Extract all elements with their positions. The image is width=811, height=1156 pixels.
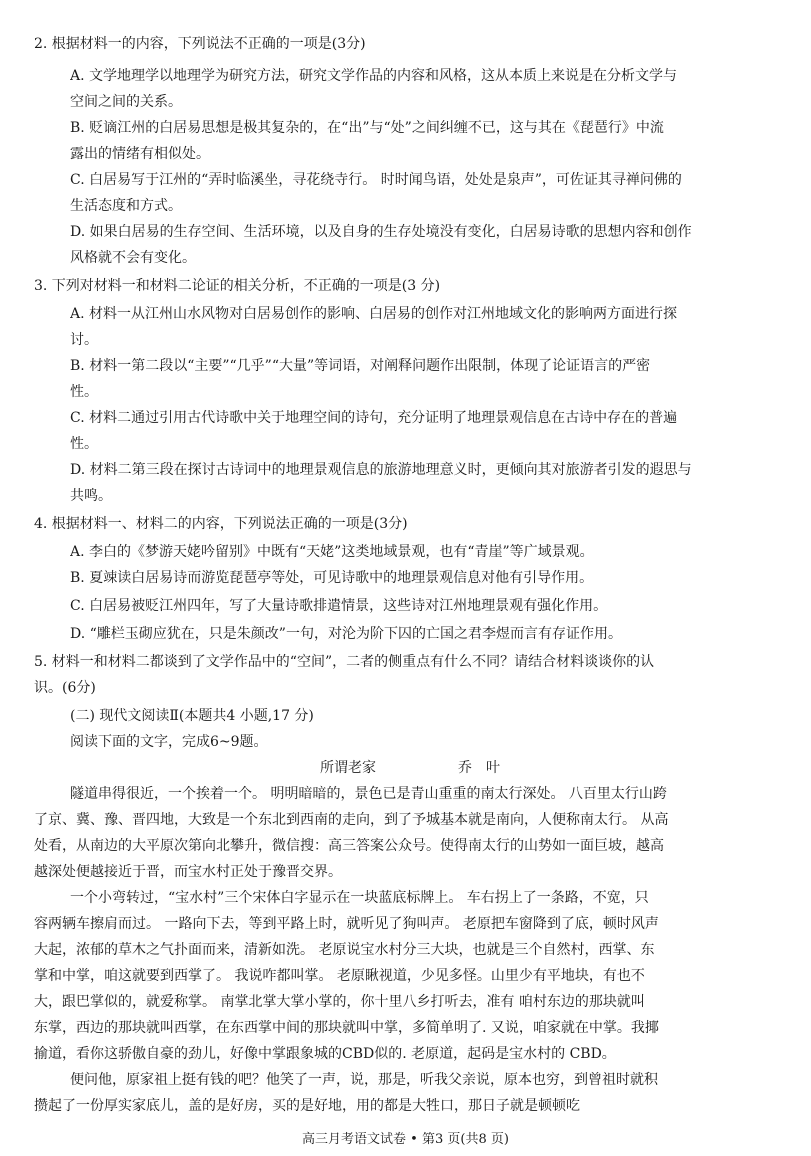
section-heading: (二) 现代文阅读Ⅱ(本题共4 小题,17 分) <box>70 708 314 724</box>
q2-option-b-cont: 露出的情绪有相似处。 <box>70 146 210 162</box>
passage-line: 大，跟巴掌似的，就爱称掌。 南掌北掌大掌小掌的，你十里八乡打听去，准有 咱村东边的那块就叫 <box>34 994 645 1010</box>
q4-option-a: A. 李白的《梦游天姥吟留别》中既有“天姥”这类地域景观，也有“青崖”等广域景观。 <box>70 544 594 560</box>
q5-stem-cont: 识。(6分) <box>34 680 96 696</box>
q3-option-d-cont: 共鸣。 <box>70 488 112 504</box>
passage-line: 大起，浓郁的草木之气扑面而来，清新如洗。 老原说宝水村分三大块，也就是三个自然村，西掌、东 <box>34 942 655 958</box>
q3-option-b-cont: 性。 <box>70 384 98 400</box>
q2-option-c: C. 白居易写于江州的“弄时临溪坐，寻花绕寺行。 时时闻鸟语，处处是泉声”，可佐证其寻禅问佛的 <box>70 172 682 188</box>
q2-option-d-cont: 风格就不会有变化。 <box>70 250 196 266</box>
page-footer: 高三月考语文试卷 • 第3 页(共8 页) <box>302 1132 509 1147</box>
q4-option-d: D. “雕栏玉砌应犹在，只是朱颜改”一句，对沦为阶下囚的亡国之君李煜而言有存证作用。 <box>70 626 622 642</box>
passage-line: 便问他，原家祖上挺有钱的吧？他笑了一声，说，那是，听我父亲说，原本也穷，到曾祖时就积 <box>70 1072 658 1088</box>
q3-option-a-cont: 讨。 <box>70 332 98 348</box>
q2-option-a-cont: 空间之间的关系。 <box>70 94 182 110</box>
q5-stem: 5. 材料一和材料二都谈到了文学作品中的“空间”，二者的侧重点有什么不同？请结合材料谈谈你的认 <box>34 654 655 670</box>
passage-line: 了京、冀、豫、晋四地，大致是一个东北到西南的走向，到了予城基本就是南向，人便称南太行。 从高 <box>34 812 669 828</box>
passage-line: 攒起了一份厚实家底儿，盖的是好房，买的是好地，用的都是大牲口，那日子就是顿顿吃 <box>34 1098 580 1114</box>
q4-option-b: B. 夏竦读白居易诗而游览琵琶亭等处，可见诗歌中的地理景观信息对他有引导作用。 <box>70 570 594 586</box>
passage-line: 掌和中掌，咱这就要到西掌了。 我说咋都叫掌。 老原瞅视道，少见多怪。山里少有平地块，有也不 <box>34 968 645 984</box>
passage-author: 乔 叶 <box>458 760 500 776</box>
q2-option-a: A. 文学地理学以地理学为研究方法，研究文学作品的内容和风格，这从本质上来说是在分析文学与 <box>70 68 678 84</box>
q2-option-c-cont: 生活态度和方式。 <box>70 198 182 214</box>
q2-stem: 2. 根据材料一的内容，下列说法不正确的一项是(3分) <box>34 36 366 52</box>
passage-line: 处看，从南边的大平原次第向北攀升，微信搜：高三答案公众号。使得南太行的山势如一面巨坡，越高 <box>34 838 664 854</box>
section-instruction: 阅读下面的文字，完成6~9题。 <box>70 734 268 750</box>
passage-line: 越深处便越接近于晋，而宝水村正处于豫晋交界。 <box>34 864 342 880</box>
q3-option-d: D. 材料二第三段在探讨古诗词中的地理景观信息的旅游地理意义时，更倾向其对旅游者引发的遐思与 <box>70 462 692 478</box>
q4-option-c: C. 白居易被贬江州四年，写了大量诗歌排遣情景，这些诗对江州地理景观有强化作用。 <box>70 598 608 614</box>
q3-stem: 3. 下列对材料一和材料二论证的相关分析，不正确的一项是(3 分) <box>34 278 441 294</box>
q3-option-b: B. 材料一第二段以“主要”“几乎”“大量”等词语，对阐释问题作出限制，体现了论证语言的严密 <box>70 358 651 374</box>
passage-title: 所谓老家 <box>320 760 376 776</box>
q4-stem: 4. 根据材料一、材料二的内容，下列说法正确的一项是(3分) <box>34 516 408 532</box>
q3-option-a: A. 材料一从江州山水风物对白居易创作的影响、白居易的创作对江州地域文化的影响两方面进行探 <box>70 306 678 322</box>
q3-option-c: C. 材料二通过引用古代诗歌中关于地理空间的诗句，充分证明了地理景观信息在古诗中存在的普遍 <box>70 410 678 426</box>
passage-line: 一个小弯转过，“宝水村”三个宋体白字显示在一块蓝底标牌上。 车右拐上了一条路，不宽，只 <box>70 890 649 906</box>
passage-line: 容两辆车擦肩而过。 一路向下去，等到平路上时，就听见了狗叫声。 老原把车窗降到了底，顿时风声 <box>34 916 659 932</box>
passage-line: 东掌，西边的那块就叫西掌，在东西掌中间的那块就叫中掌，多简单明了. 又说，咱家就在中掌。我揶 <box>34 1020 659 1036</box>
passage-line: 隧道串得很近，一个挨着一个。 明明暗暗的，景色已是青山重重的南太行深处。 八百里太行山跨 <box>70 786 667 802</box>
q2-option-b: B. 贬谪江州的白居易思想是极其复杂的，在“出”与“处”之间纠缠不已，这与其在《琵琶行》中流 <box>70 120 664 136</box>
passage-line: 揄道，看你这骄傲自豪的劲儿，好像中掌跟象城的CBD似的. 老原道，起码是宝水村的 CBD。 <box>34 1046 616 1062</box>
q2-option-d: D. 如果白居易的生存空间、生活环境，以及自身的生存处境没有变化，白居易诗歌的思想内容和创作 <box>70 224 692 240</box>
q3-option-c-cont: 性。 <box>70 436 98 452</box>
